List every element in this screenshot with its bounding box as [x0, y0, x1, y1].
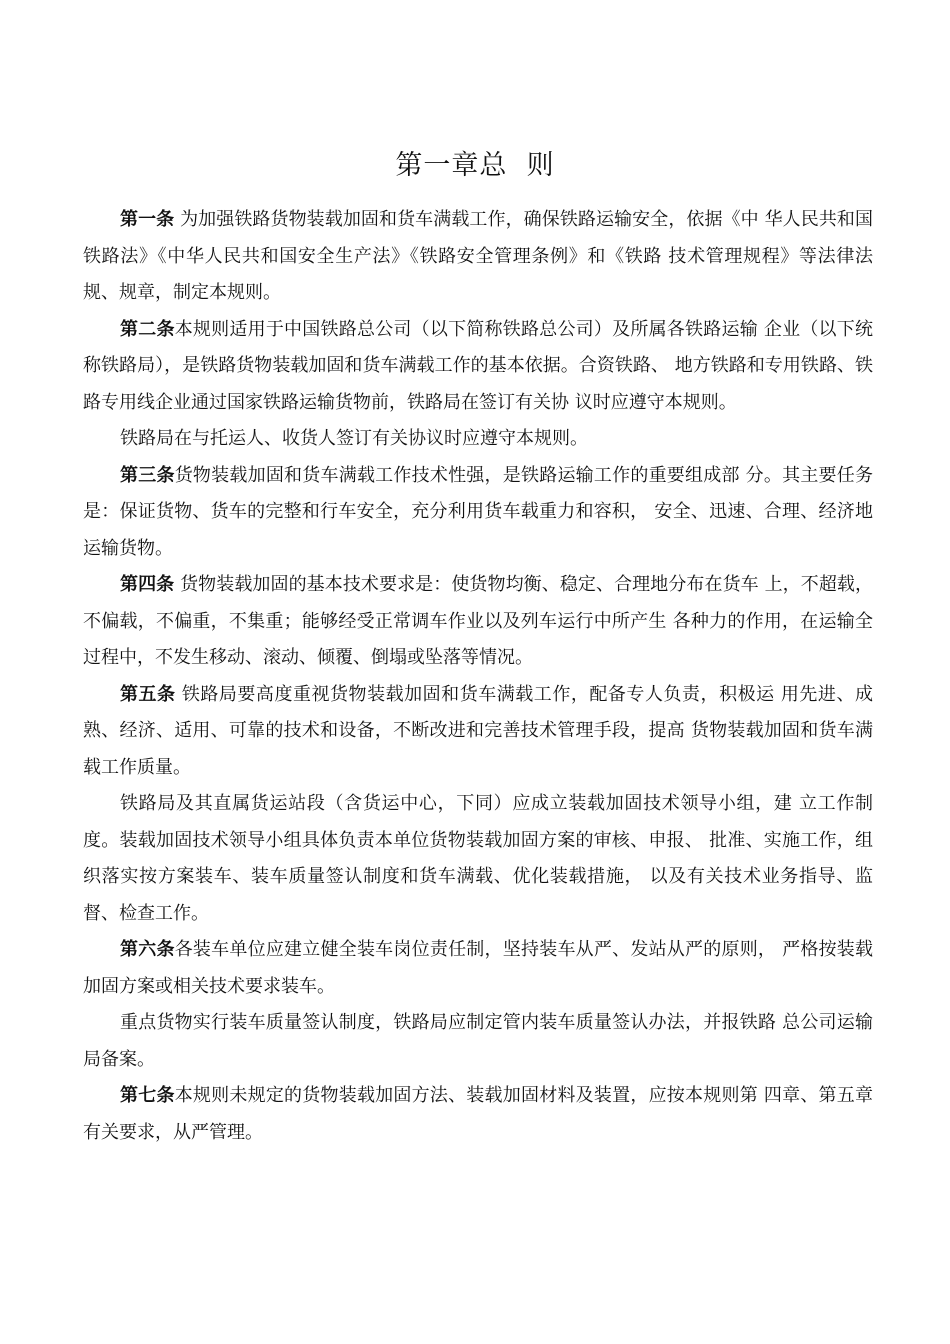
article-5-continuation-paragraph: [83, 786, 873, 932]
article-text: 本规则适用于中国铁路总公司（以下简称铁路总公司）及所属各铁路运输 企业（以下统称铁路局），是铁路货物装载加固和货车满载工作的基本依据。合资铁路、 地方铁路和专用铁路、铁路专用线企业通过国家铁路运输货物前，铁路局在签订有关协 议时应遵守本规则。: [83, 318, 874, 413]
article-5-paragraph: [83, 677, 873, 787]
paragraph-text: 铁路局及其直属货运站段（含货运中心，下同）应成立装载加固技术领导小组，建 立工作制度。装载加固技术领导小组具体负责本单位货物装载加固方案的审核、申报、 批准、实施工作，组织落实按方案装车、装车质量签认制度和货车满载、优化装载措施， 以及有关技术业务指导、监督、检查工作。: [83, 793, 873, 924]
paragraph-text: 重点货物实行装车质量签认制度，铁路局应制定管内装车质量签认办法，并报铁路 总公司运输局备案。: [83, 1012, 873, 1070]
article-number: 第四条: [120, 574, 175, 595]
article-text: 货物装载加固和货车满载工作技术性强，是铁路运输工作的重要组成部 分。其主要任务是：保证货物、货车的完整和行车安全，充分利用货车载重力和容积， 安全、迅速、合理、经济地运输货物。: [83, 464, 874, 559]
article-1-paragraph: [83, 202, 873, 312]
article-4-paragraph: [83, 567, 873, 677]
article-number: 第三条: [120, 464, 175, 486]
article-2-paragraph: [83, 312, 873, 422]
article-number: 第二条: [120, 318, 175, 340]
article-3-paragraph: [83, 458, 873, 568]
article-text: 为加强铁路货物装载加固和货车满载工作，确保铁路运输安全，依据《中 华人民共和国铁路法》《中华人民共和国安全生产法》《铁路安全管理条例》和《铁路 技术管理规程》等法律法规、规章，制定本规则。: [83, 209, 873, 303]
article-text: 本规则未规定的货物装载加固方法、装载加固材料及装置，应按本规则第 四章、第五章有关要求，从严管理。: [83, 1085, 874, 1143]
article-number: 第七条: [120, 1085, 175, 1106]
article-text: 各装车单位应建立健全装车岗位责任制，坚持装车从严、发站从严的原则， 严格按装载加固方案或相关技术要求装车。: [83, 939, 874, 997]
article-number: 第五条: [120, 683, 176, 705]
paragraph-text: 铁路局在与托运人、收货人签订有关协议时应遵守本规则。: [120, 428, 588, 449]
article-text: 铁路局要高度重视货物装载加固和货车满载工作，配备专人负责，积极运 用先进、成熟、经济、适用、可靠的技术和设备，不断改进和完善技术管理手段，提高 货物装载加固和货车满载工作质量。: [83, 683, 873, 778]
article-6-paragraph: [83, 932, 873, 1005]
article-text: 货物装载加固的基本技术要求是：使货物均衡、稳定、合理地分布在货车 上，不超载，不偏载，不偏重，不集重；能够经受正常调车作业以及列车运行中所产生 各种力的作用，在运输全过程中，不发生移动、滚动、倾覆、倒塌或坠落等情况。: [83, 574, 873, 668]
body-text: [83, 202, 873, 1151]
article-7-paragraph: [83, 1078, 873, 1151]
article-2-continuation-paragraph: [83, 421, 873, 458]
article-number: 第一条: [120, 209, 175, 230]
article-number: 第六条: [120, 939, 175, 960]
article-6-continuation-paragraph: [83, 1005, 873, 1078]
chapter-title: 第一章总 则: [395, 150, 555, 181]
